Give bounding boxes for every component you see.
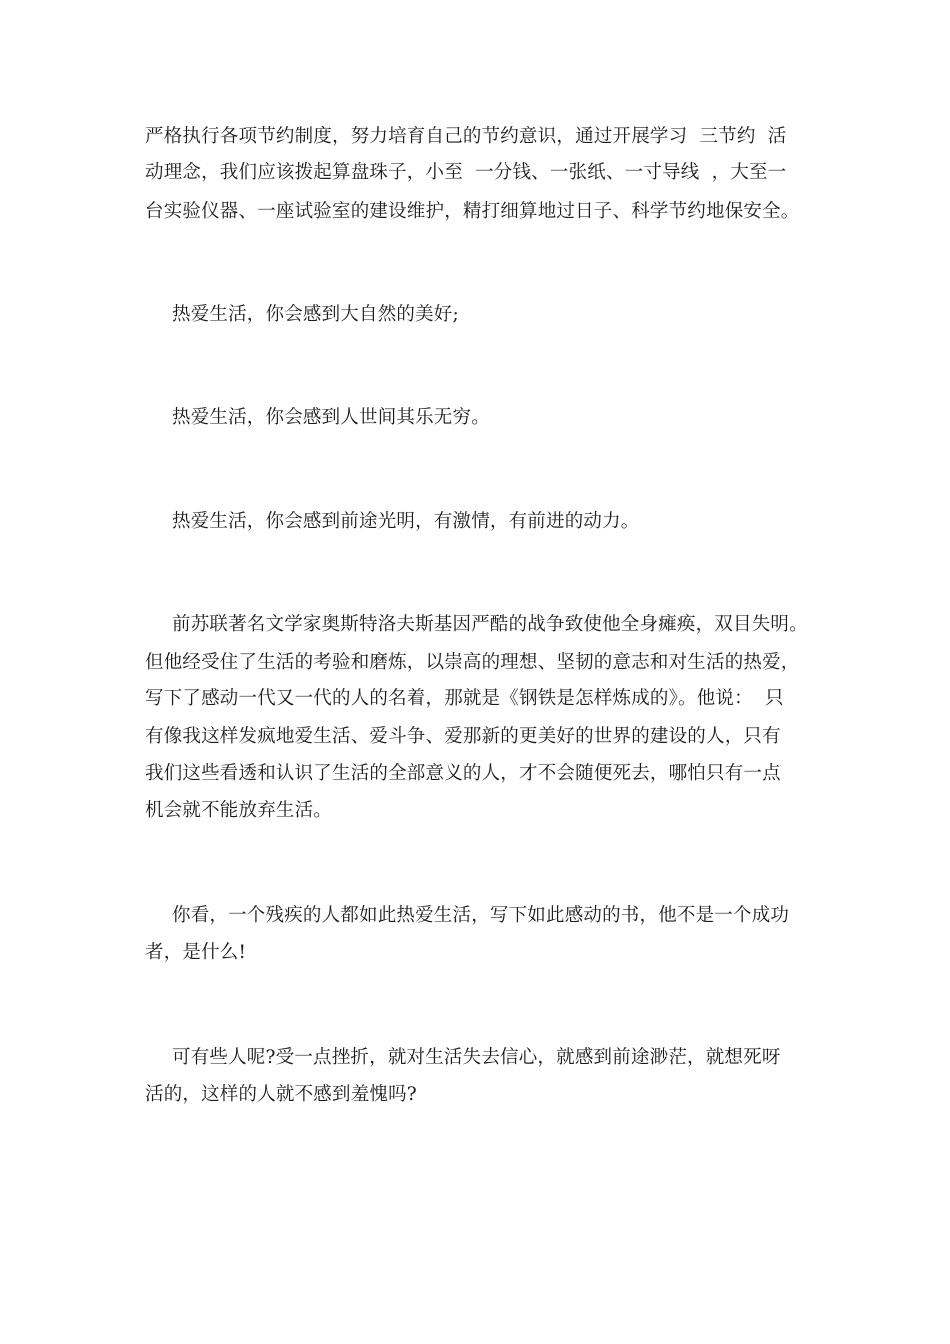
paragraph-line: 我们这些看透和认识了生活的全部意义的人，才不会随便死去，哪怕只有一点 [145, 763, 781, 784]
paragraph-line: 者，是什么! [145, 942, 247, 963]
paragraph-line: 你看，一个残疾的人都如此热爱生活，写下如此感动的书，他不是一个成功 [172, 905, 790, 926]
paragraph-line: 动理念，我们应该拨起算盘珠子，小至 一分钱、一张纸、一寸导线 ，大至一 [145, 162, 787, 183]
paragraph-line: 严格执行各项节约制度，努力培育自己的节约意识，通过开展学习 三节约 活 [145, 126, 787, 147]
paragraph-line: 活的，这样的人就不感到羞愧吗? [145, 1084, 417, 1105]
paragraph-line: 但他经受住了生活的考验和磨炼，以崇高的理想、坚韧的意志和对生活的热爱， [145, 652, 800, 673]
paragraph-line: 前苏联著名文学家奥斯特洛夫斯基因严酷的战争致使他全身瘫痪，双目失明。 [172, 614, 808, 635]
paragraph-line: 台实验仪器、一座试验室的建设维护，精打细算地过日子、科学节约地保安全。 [145, 201, 800, 222]
paragraph-line: 写下了感动一代又一代的人的名着，那就是《钢铁是怎样炼成的》。他说： 只 [145, 688, 784, 709]
paragraph-line: 可有些人呢?受一点挫折，就对生活失去信心，就感到前途渺茫，就想死呀 [172, 1047, 781, 1068]
paragraph-line: 机会就不能放弃生活。 [145, 800, 333, 821]
paragraph-line: 热爱生活，你会感到人世间其乐无穷。 [172, 407, 490, 428]
paragraph-line: 热爱生活，你会感到大自然的美好; [172, 304, 459, 325]
paragraph-line: 有像我这样发疯地爱生活、爱斗争、爱那新的更美好的世界的建设的人，只有 [145, 726, 781, 747]
paragraph-line: 热爱生活，你会感到前途光明，有激情，有前进的动力。 [172, 511, 640, 532]
